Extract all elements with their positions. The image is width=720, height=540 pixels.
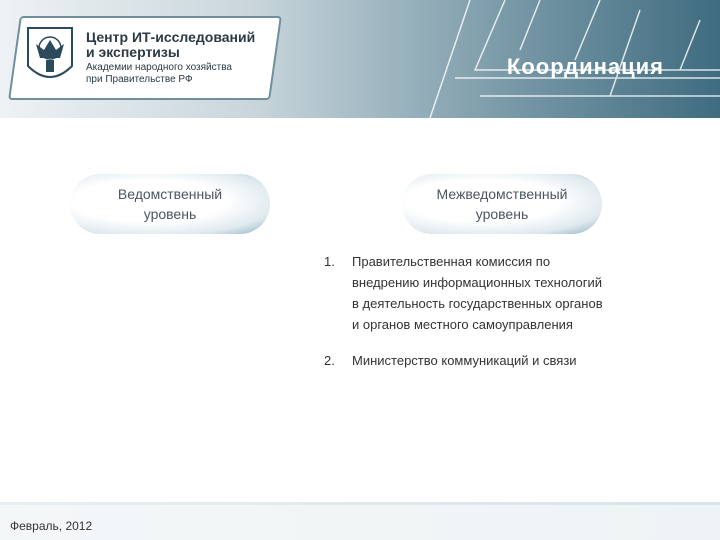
header-banner: [0, 0, 720, 118]
list-item-line: и органов местного самоуправления: [352, 317, 573, 332]
coordination-list: [324, 251, 684, 371]
footer-divider: [0, 502, 720, 505]
org-sub-line1: Академии народного хозяйства: [86, 62, 232, 73]
slide-title: Координация: [506, 54, 664, 79]
level-left-line1: Ведомственный: [117, 186, 223, 202]
list-item-line: Правительственная комиссия по: [352, 254, 551, 269]
list-item-number: 2.: [324, 353, 335, 368]
list-item: [324, 251, 684, 335]
level-departmental: [70, 174, 270, 234]
list-item-line: Министерство коммуникаций и связи: [352, 353, 577, 368]
org-subtitle: [86, 62, 266, 86]
list-item-line: в деятельность государственных органов: [352, 296, 603, 311]
level-right-line1: Межведомственный: [436, 186, 568, 202]
level-interdepartmental: [402, 174, 602, 234]
list-item: [324, 350, 684, 371]
footer-date: Февраль, 2012: [10, 519, 93, 533]
level-right-line2: уровень: [475, 206, 529, 222]
list-item-text: [352, 251, 603, 335]
org-name: [86, 30, 266, 60]
org-sub-line2: при Правительстве РФ: [86, 74, 193, 85]
org-name-line1: Центр ИТ-исследований: [86, 29, 256, 45]
footer: [0, 502, 720, 540]
level-left-line2: уровень: [143, 206, 197, 222]
org-name-line2: и экспертизы: [86, 44, 180, 60]
list-item-line: внедрению информационных технологий: [352, 275, 602, 290]
emblem-icon: [22, 26, 78, 88]
list-item-text: [352, 350, 577, 371]
list-item-number: 1.: [324, 254, 335, 269]
